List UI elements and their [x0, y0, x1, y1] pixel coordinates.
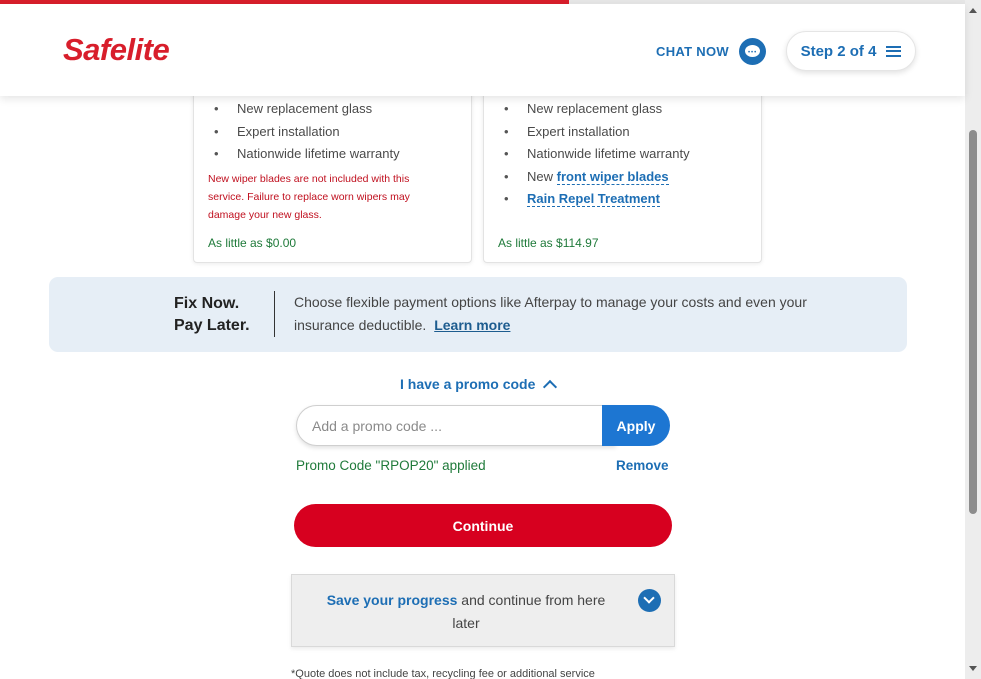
apply-button[interactable]: Apply	[602, 405, 670, 446]
list-item: • Expert installation	[212, 121, 400, 144]
list-item	[502, 188, 690, 211]
step-label: Step 2 of 4	[800, 42, 877, 60]
afterpay-title-line1: Fix Now.	[174, 295, 240, 312]
afterpay-text: Choose flexible payment options like Afterpay to manage your costs and even your insurance deductible.	[294, 294, 807, 333]
scroll-up-arrow-icon[interactable]	[969, 8, 977, 13]
site-header	[0, 4, 965, 96]
continue-button[interactable]: Continue	[294, 504, 672, 547]
wiper-warning-text: New wiper blades are not included with this service. Failure to replace worn wipers may damage your new glass.	[208, 173, 410, 221]
rain-repel-treatment-link[interactable]: Rain Repel Treatment	[527, 191, 660, 207]
promo-toggle-label: I have a promo code	[400, 376, 536, 392]
divider	[274, 291, 275, 337]
price-label: As little as $0.00	[208, 236, 297, 250]
quote-footnote: *Quote does not include tax, recycling fee or additional service	[291, 668, 595, 679]
afterpay-banner	[49, 277, 907, 352]
feature-prefix: New	[527, 168, 554, 184]
list-item: • Nationwide lifetime warranty	[502, 143, 690, 166]
chevron-down-circle-icon[interactable]	[638, 589, 661, 612]
page-scrollbar[interactable]	[965, 0, 981, 679]
list-item: • Expert installation	[502, 121, 690, 144]
scroll-down-arrow-icon[interactable]	[969, 666, 977, 671]
scrollbar-thumb[interactable]	[969, 130, 977, 514]
chat-now-button[interactable]	[656, 38, 766, 65]
save-progress-panel[interactable]	[291, 574, 675, 647]
remove-promo-link[interactable]: Remove	[616, 458, 669, 473]
afterpay-title-line2: Pay Later.	[174, 317, 250, 334]
hamburger-icon	[886, 46, 901, 57]
save-progress-strong: Save your progress	[326, 592, 458, 608]
promo-code-input[interactable]	[296, 405, 616, 446]
promo-code-toggle[interactable]	[400, 376, 555, 392]
chat-bubble-icon: •••	[739, 38, 766, 65]
front-wiper-blades-link[interactable]: front wiper blades	[556, 168, 669, 184]
list-item	[502, 166, 690, 189]
step-indicator-button[interactable]	[786, 31, 916, 71]
chat-now-label: CHAT NOW	[656, 44, 729, 59]
list-item: • New replacement glass	[212, 98, 400, 121]
promo-applied-message: Promo Code "RPOP20" applied	[296, 458, 486, 473]
learn-more-link[interactable]: Learn more	[434, 317, 511, 333]
service-card-basic[interactable]	[193, 80, 472, 263]
feature-list	[502, 98, 690, 211]
chevron-up-icon	[543, 380, 557, 394]
list-item: • Nationwide lifetime warranty	[212, 143, 400, 166]
afterpay-title	[174, 293, 250, 337]
afterpay-description	[294, 291, 814, 337]
price-label: As little as $114.97	[498, 236, 599, 250]
save-progress-rest: and continue from here later	[452, 592, 606, 631]
list-item: • New replacement glass	[502, 98, 690, 121]
save-progress-text	[316, 589, 616, 635]
feature-list	[212, 98, 400, 166]
service-card-premium[interactable]	[483, 80, 762, 263]
safelite-logo[interactable]: Safelite	[63, 32, 170, 67]
